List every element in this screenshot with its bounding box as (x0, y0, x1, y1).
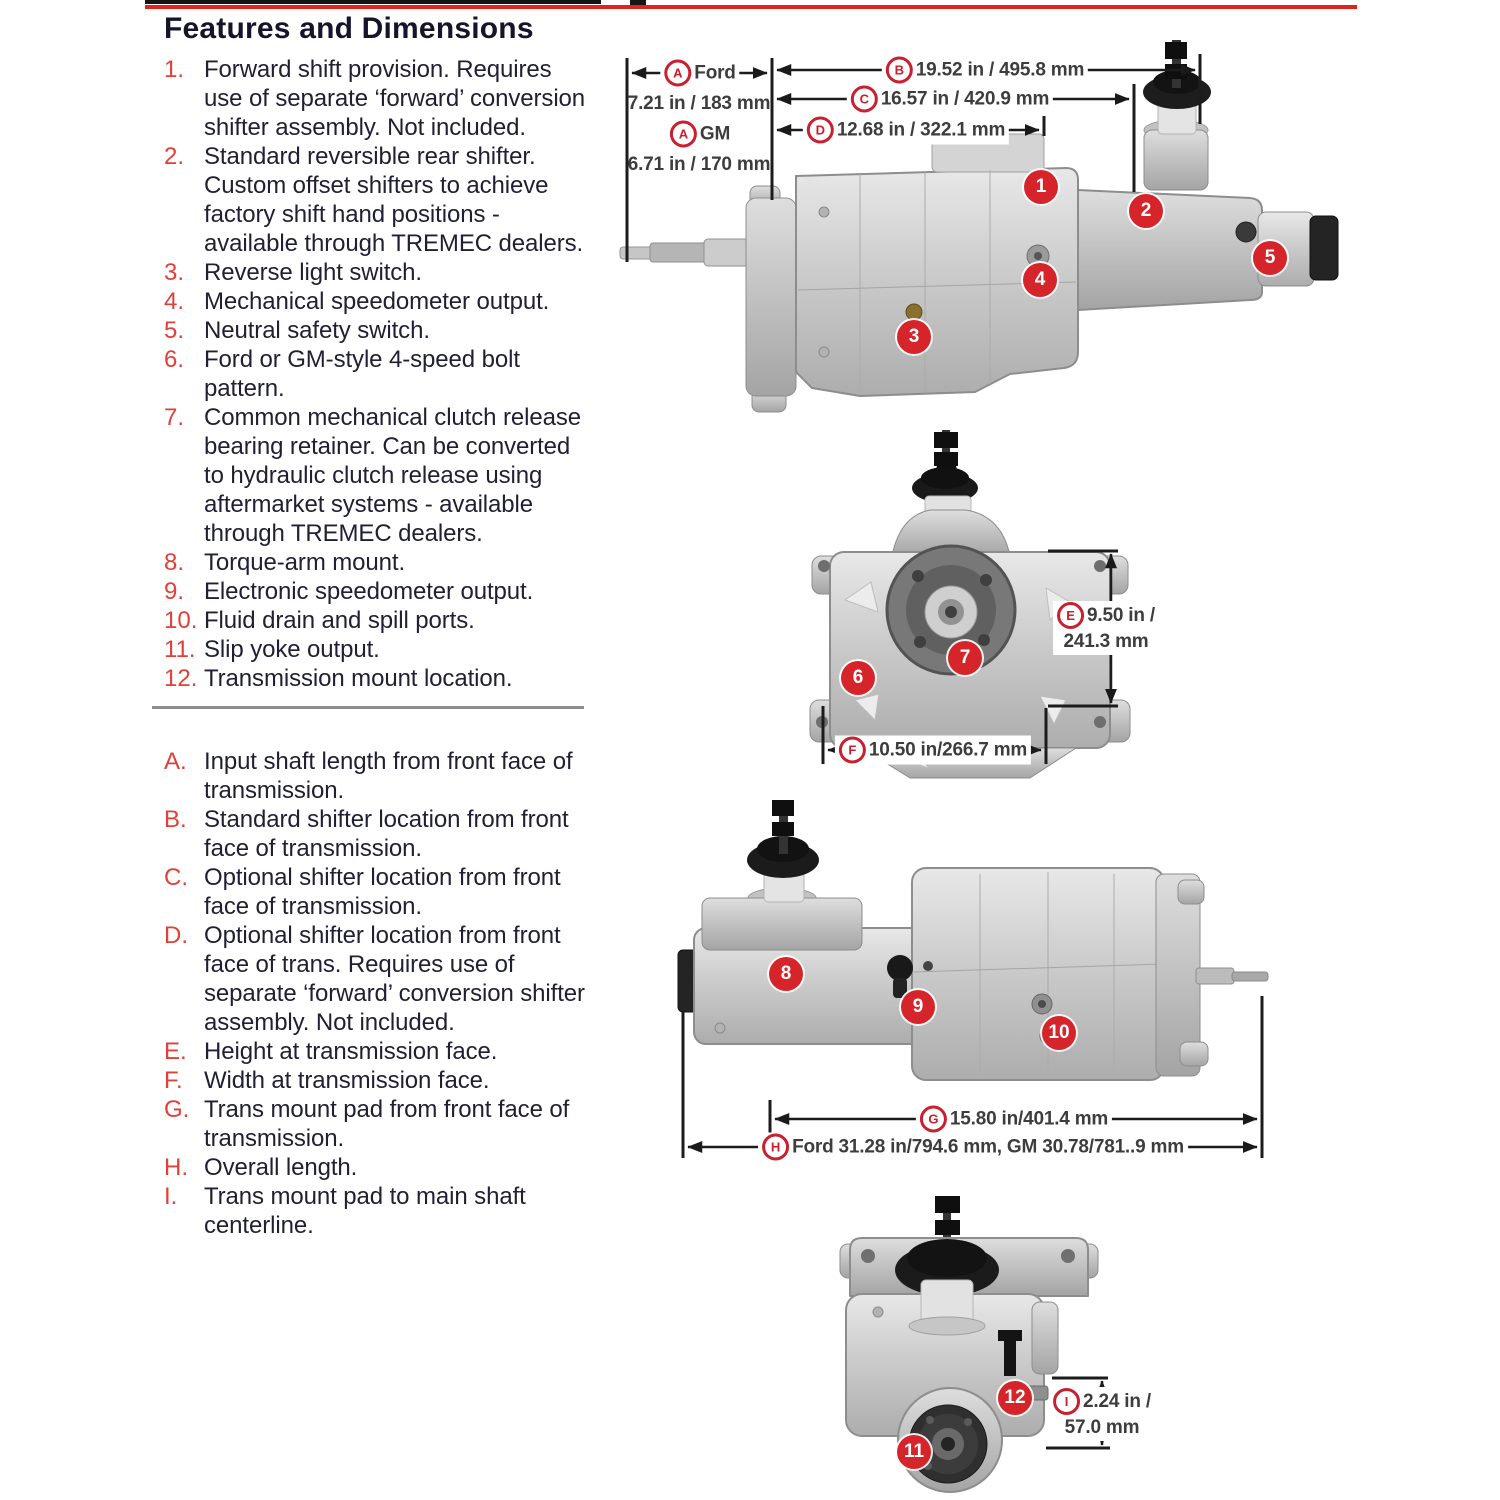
legend-text: Trans mount pad to main shaft centerline. (204, 1183, 526, 1239)
callout-7: 7 (948, 641, 982, 675)
dim-badge-h: H (762, 1134, 789, 1161)
callout-5: 5 (1253, 241, 1287, 275)
feature-text: Common mechanical clutch release bearing retainer. Can be converted to hydraulic clutch release using aftermarket systems - available through TREMEC dealers. (204, 404, 581, 547)
legend-letter: B. (164, 806, 187, 833)
dim-a-gm-value-text: 6.71 in / 170 mm (627, 154, 771, 175)
feature-number: 8. (164, 549, 185, 576)
dim-a-ford-value (624, 91, 775, 117)
dim-i-label (1049, 1387, 1155, 1441)
dim-a-gm-label (666, 120, 734, 149)
callout-1: 1 (1024, 170, 1058, 204)
dim-a-ford-label (660, 59, 739, 88)
callout-10: 10 (1042, 1016, 1076, 1050)
dim-badge-d: D (807, 117, 834, 144)
legend-letter: H. (164, 1154, 188, 1181)
legend-letter: A. (164, 748, 187, 775)
feature-number: 2. (164, 143, 185, 170)
dim-b-value: 19.52 in / 495.8 mm (915, 59, 1085, 80)
dim-g-label (916, 1105, 1112, 1134)
dim-f-label (835, 736, 1031, 765)
feature-number: 12. (164, 665, 198, 692)
feature-number: 7. (164, 404, 185, 431)
dim-e-label (1053, 601, 1159, 655)
callout-3: 3 (897, 320, 931, 354)
feature-number: 5. (164, 317, 185, 344)
dim-f-value: 10.50 in/266.7 mm (868, 739, 1028, 760)
callout-8: 8 (769, 957, 803, 991)
dim-badge-f: F (839, 737, 866, 764)
legend-letter: F. (164, 1067, 183, 1094)
dim-h-value: Ford 31.28 in/794.6 mm, GM 30.78/781..9 mm (792, 1136, 1184, 1157)
feature-text: Ford or GM-style 4-speed bolt pattern. (204, 346, 520, 402)
dim-d-value: 12.68 in / 322.1 mm (836, 119, 1006, 140)
dim-badge-i: I (1053, 1388, 1080, 1415)
legend-text: Trans mount pad from front face of transmission. (204, 1096, 570, 1152)
feature-text: Mechanical speedometer output. (204, 288, 550, 315)
legend-letter: D. (164, 922, 188, 949)
legend-letter: G. (164, 1096, 190, 1123)
dim-b-label (882, 56, 1088, 85)
dim-a-ford-value-text: 7.21 in / 183 mm (627, 93, 771, 114)
feature-text: Torque-arm mount. (204, 549, 406, 576)
callout-2: 2 (1129, 194, 1163, 228)
legend-letter: E. (164, 1038, 187, 1065)
legend-letter: C. (164, 864, 188, 891)
side-view-bottom-art (678, 800, 1268, 1080)
legend-letter: I. (164, 1183, 178, 1210)
page-title: Features and Dimensions (164, 12, 534, 45)
feature-text: Forward shift provision. Requires use of separate ‘forward’ conversion shifter assembly. Not included. (204, 56, 586, 141)
feature-number: 4. (164, 288, 185, 315)
dim-i-value-line2: 57.0 mm (1064, 1417, 1140, 1438)
feature-text: Standard reversible rear shifter. Custom offset shifters to achieve factory shift hand positions - available through TREMEC dealers. (204, 143, 584, 257)
feature-text: Electronic speedometer output. (204, 578, 534, 605)
legend-text: Overall length. (204, 1154, 358, 1181)
callout-9: 9 (901, 990, 935, 1024)
dim-a-gm-text: GM (699, 123, 731, 144)
dim-e-value-line2: 241.3 mm (1063, 631, 1149, 652)
legend-text: Input shaft length from front face of transmission. (204, 748, 573, 804)
feature-number: 3. (164, 259, 185, 286)
callout-4: 4 (1023, 263, 1057, 297)
feature-number: 1. (164, 56, 185, 83)
feature-text: Neutral safety switch. (204, 317, 430, 344)
feature-text: Reverse light switch. (204, 259, 422, 286)
feature-number: 10. (164, 607, 198, 634)
callout-12: 12 (998, 1381, 1032, 1415)
dim-d-label (803, 116, 1009, 145)
dim-g-value: 15.80 in/401.4 mm (949, 1108, 1109, 1129)
dim-badge-a-ford: A (664, 60, 691, 87)
dim-badge-c: C (851, 86, 878, 113)
dim-badge-e: E (1057, 602, 1084, 629)
dim-c-value: 16.57 in / 420.9 mm (880, 88, 1050, 109)
dim-badge-b: B (886, 57, 913, 84)
feature-number: 6. (164, 346, 185, 373)
legend-text: Height at transmission face. (204, 1038, 498, 1065)
legend-text: Optional shifter location from front face of trans. Requires use of separate ‘forward’ conversion shifter assembly. Not included. (204, 922, 585, 1036)
callout-11: 11 (897, 1435, 931, 1469)
dim-e-value-line1: 9.50 in / (1087, 605, 1155, 626)
legend-text: Width at transmission face. (204, 1067, 490, 1094)
dim-h-label (758, 1133, 1188, 1162)
dim-a-ford-text: Ford (694, 62, 736, 83)
callout-6: 6 (841, 661, 875, 695)
dim-i-value-line1: 2.24 in / (1083, 1391, 1151, 1412)
dim-c-label (847, 85, 1053, 114)
legend-text: Standard shifter location from front face of transmission. (204, 806, 569, 862)
dim-a-gm-value (624, 152, 775, 178)
feature-number: 11. (164, 636, 196, 663)
legend-text: Optional shifter location from front face of transmission. (204, 864, 561, 920)
dim-badge-g: G (920, 1106, 947, 1133)
feature-number: 9. (164, 578, 185, 605)
feature-text: Transmission mount location. (204, 665, 513, 692)
feature-text: Slip yoke output. (204, 636, 380, 663)
dim-badge-a-gm: A (670, 121, 697, 148)
feature-text: Fluid drain and spill ports. (204, 607, 475, 634)
